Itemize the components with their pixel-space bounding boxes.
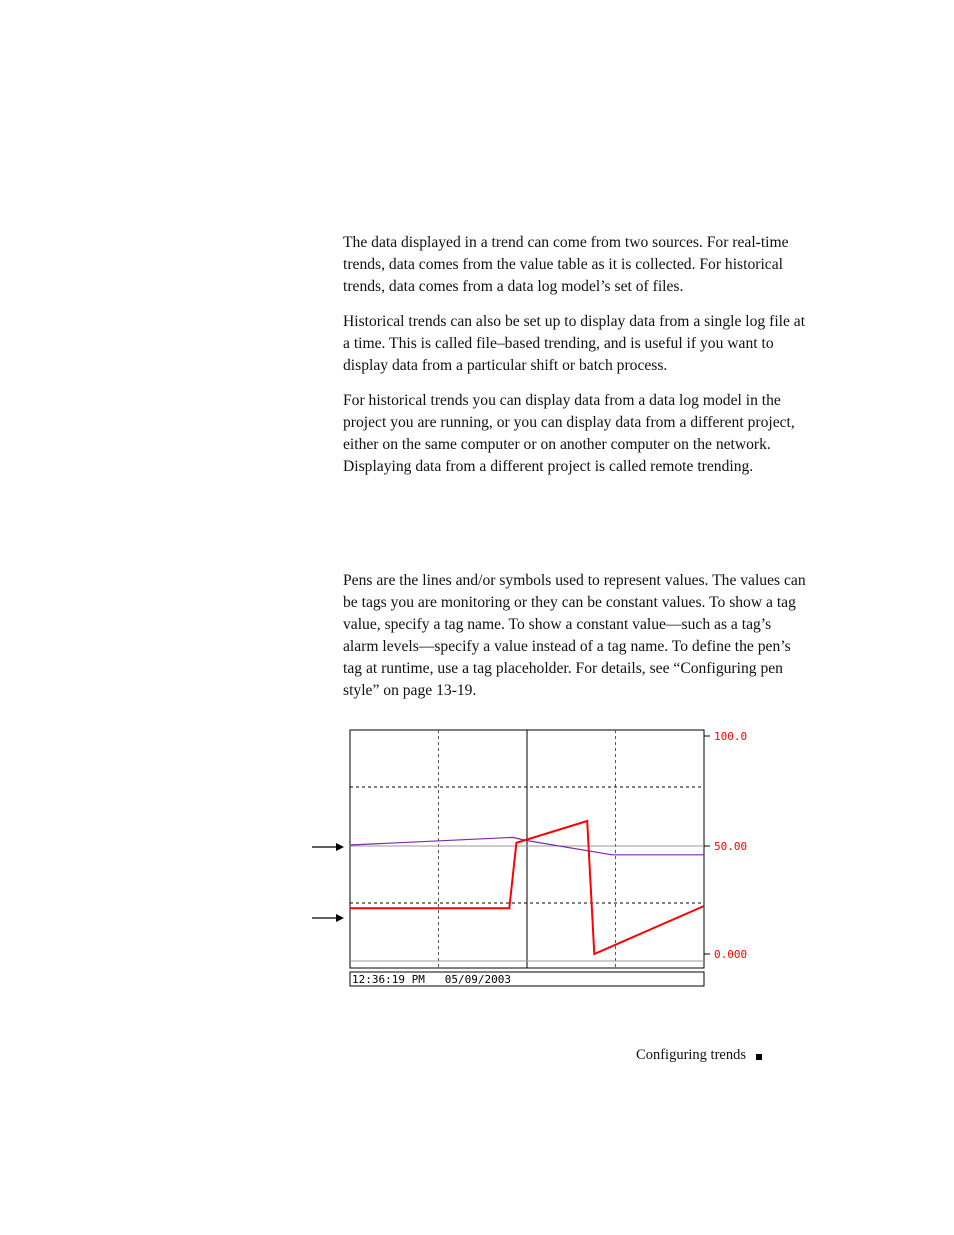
arrow-pointer-icon [312, 843, 344, 851]
trend-chart [300, 722, 770, 992]
paragraph-data-sources: The data displayed in a trend can come from two sources. For real-time trends, data comes from the value table as it is collected. For historical trends, data comes from a data log model’s set of files. [343, 234, 789, 295]
paragraph-file-based-trending: Historical trends can also be set up to display data from a single log file at a time. This is called file–based trending, and is useful if you want to display data from a particular shift or batch process. [343, 313, 806, 374]
y-tick-label-mid: 50.00 [714, 840, 748, 853]
arrow-pointer-icon [312, 914, 344, 922]
y-tick-label-max: 100.0 [714, 730, 748, 743]
paragraph-remote-trending: For historical trends you can display data from a data log model in the project you are running, or you can display data from a different project, either on the same computer or on another computer on the network. Displaying data from a different project is called remote trending. [343, 392, 795, 475]
footer-square-marker [756, 1054, 762, 1060]
paragraph-pens: Pens are the lines and/or symbols used to represent values. The values can be tags you are monitoring or they can be constant values. To show a tag value, specify a tag name. To show a constant value—such as a tag’s alarm levels—specify a value instead of a tag name. To define the pen’s tag at runtime, use a tag placeholder. For details, see “Configuring pen style” on page 13-19. [343, 572, 806, 699]
y-tick-label-min: 0.000 [714, 948, 748, 961]
footer-section-title: Configuring trends [636, 1047, 746, 1063]
timestamp-label: 12:36:19 PM 05/09/2003 [352, 973, 511, 986]
